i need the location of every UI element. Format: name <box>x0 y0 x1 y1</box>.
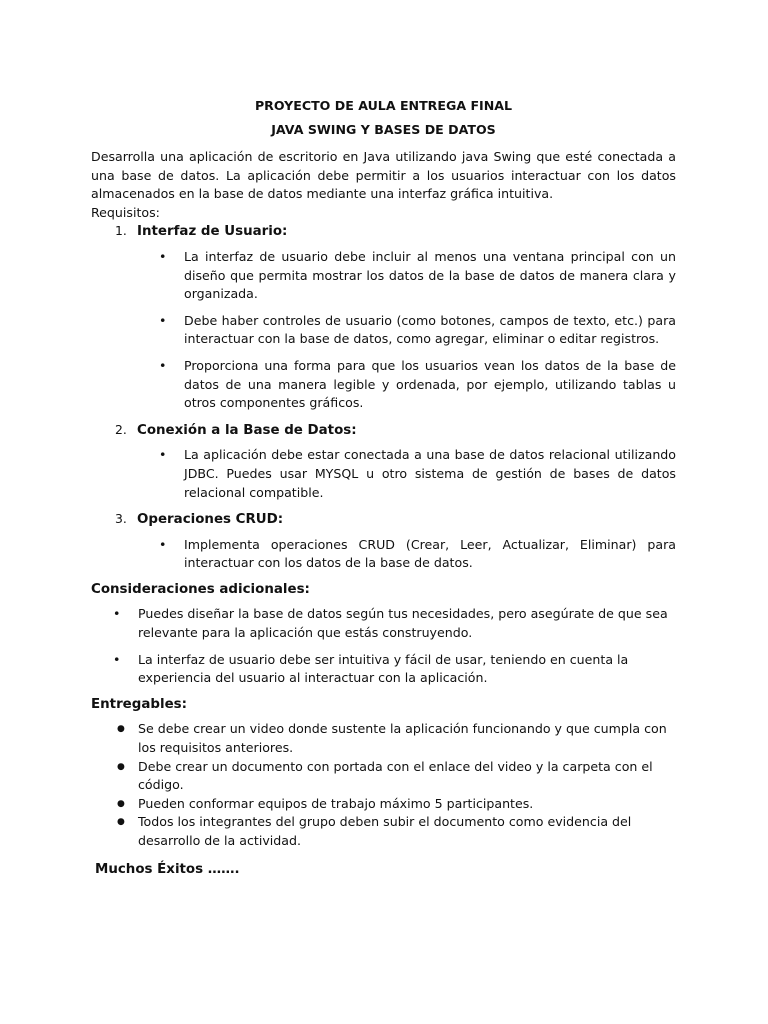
deliverables-heading: Entregables: <box>91 696 187 712</box>
section-1-title: Interfaz de Usuario: <box>137 224 288 240</box>
section-3-heading <box>91 510 676 530</box>
section-3-number: 3. <box>115 511 127 527</box>
list-item: • Implementa operaciones CRUD (Crear, Leer, Actualizar, Eliminar) para interactuar con los datos de la base de datos. <box>159 536 676 573</box>
additional-bullets <box>91 605 676 687</box>
closing-text: Muchos Éxitos ……. <box>95 861 240 877</box>
list-item: • Debe haber controles de usuario (como botones, campos de texto, etc.) para interactuar con la base de datos, como agregar, eliminar o editar registros. <box>159 312 676 349</box>
list-item: ● Pueden conformar equipos de trabajo máximo 5 participantes. <box>113 795 676 814</box>
additional-heading: Consideraciones adicionales: <box>91 581 310 597</box>
list-item: • La interfaz de usuario debe ser intuitiva y fácil de usar, teniendo en cuenta la experiencia del usuario al interactuar con la aplicación. <box>113 651 676 688</box>
intro-paragraph: Desarrolla una aplicación de escritorio en Java utilizando java Swing que esté conectada a una base de datos. La aplicación debe permitir a los usuarios interactuar con los datos almacenados en la base de datos mediante una interfaz gráfica intuitiva. <box>91 149 676 202</box>
requirements-label: Requisitos: <box>91 204 160 220</box>
document-title-line-2: JAVA SWING Y BASES DE DATOS <box>271 122 496 137</box>
list-item: • La aplicación debe estar conectada a una base de datos relacional utilizando JDBC. Puedes usar MYSQL u otro sistema de gestión de bases de datos relacional compatible. <box>159 446 676 502</box>
deliverables-bullets <box>91 720 676 850</box>
section-3-title: Operaciones CRUD: <box>137 512 284 528</box>
section-2-heading <box>91 421 676 441</box>
section-3-bullets <box>91 536 676 573</box>
list-item: • Puedes diseñar la base de datos según tus necesidades, pero asegúrate de que sea relevante para la aplicación que estás construyendo. <box>113 605 676 642</box>
section-1-number: 1. <box>115 223 127 239</box>
list-item: • La interfaz de usuario debe incluir al menos una ventana principal con un diseño que permita mostrar los datos de la base de datos de manera clara y organizada. <box>159 248 676 304</box>
section-2-bullets <box>91 446 676 502</box>
section-1-bullets <box>91 248 676 413</box>
section-1-heading <box>91 222 676 242</box>
list-item: ● Todos los integrantes del grupo deben subir el documento como evidencia del desarrollo de la actividad. <box>113 813 676 850</box>
list-item: ● Debe crear un documento con portada con el enlace del video y la carpeta con el código. <box>113 758 676 795</box>
section-2-number: 2. <box>115 421 127 437</box>
list-item: ● Se debe crear un video donde sustente la aplicación funcionando y que cumpla con los requisitos anteriores. <box>113 720 676 757</box>
list-item: • Proporciona una forma para que los usuarios vean los datos de la base de datos de una manera legible y ordenada, por ejemplo, utilizando tablas u otros componentes gráficos. <box>159 357 676 413</box>
document-title-line-1: PROYECTO DE AULA ENTREGA FINAL <box>254 98 513 113</box>
section-2-title: Conexión a la Base de Datos: <box>137 422 357 438</box>
